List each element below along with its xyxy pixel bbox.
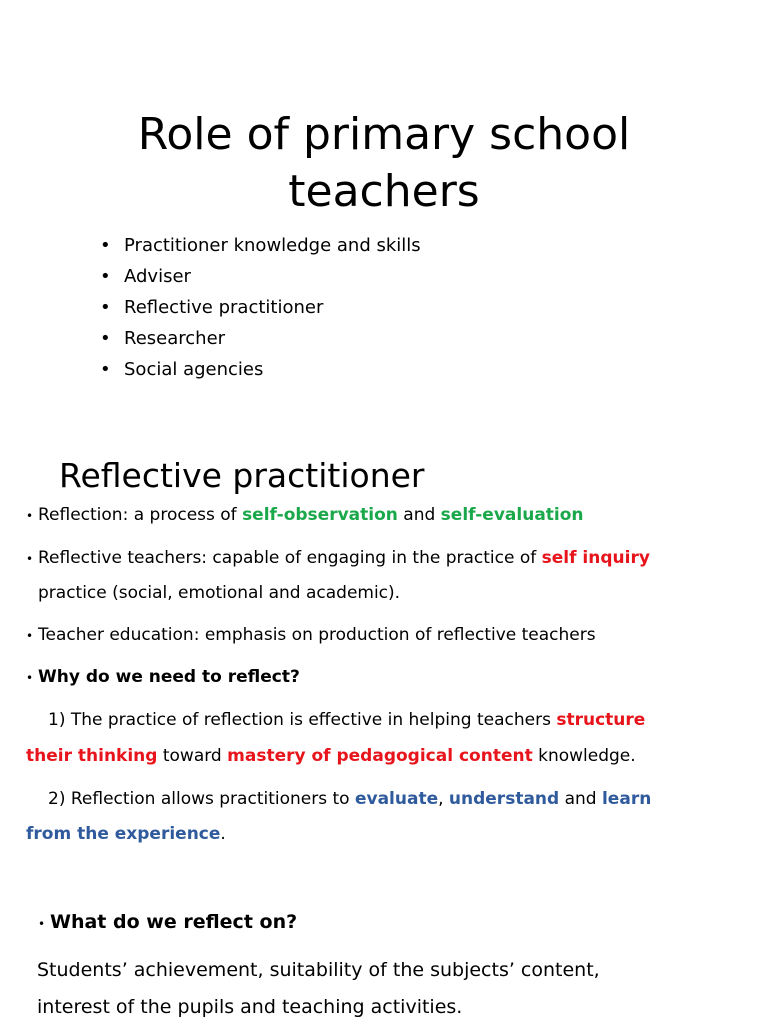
list-item [100,292,421,323]
highlight-self-evaluation: self-evaluation [440,505,584,525]
bullet-icon: • [100,297,111,318]
highlight-self-inquiry: self inquiry [541,548,650,568]
text-run: Reflection: a process of [38,505,243,525]
text-run: knowledge. [532,746,636,766]
bullet-icon: • [100,235,111,256]
highlight-understand: understand [448,789,560,809]
highlight-self-observation: self-observation [242,505,398,525]
paragraph-reflective-teachers [26,546,650,571]
bullet-icon: • [26,629,34,643]
text-run: and [559,789,602,809]
highlight-learn: learn [601,789,652,809]
slide1-title-line1: Role of primary school [137,109,631,160]
text-run: and [397,505,441,525]
paragraph-teacher-education [26,623,596,648]
slide1-bullet-list [100,230,421,385]
slide2-heading: Reflective practitioner [59,456,425,495]
text-run: Reflective teachers: capable of engaging in the practice of [38,548,542,568]
highlight-mastery: mastery of pedagogical content [227,746,533,766]
bullet-text: Reflective practitioner [124,297,324,318]
highlight-from-the-experience: from the experience [26,824,221,844]
bullet-icon: • [26,509,34,523]
bullet-icon: • [100,328,111,349]
bullet-icon: • [100,266,111,287]
paragraph-why-reflect [26,665,300,690]
paragraph-reason-1 [48,708,645,732]
text-run: toward [157,746,228,766]
text-run: What do we reflect on? [50,911,298,933]
list-item [100,323,421,354]
bullet-icon: • [100,359,111,380]
bullet-text: Researcher [124,328,226,349]
text-run: . [220,824,226,844]
highlight-structure: structure [556,710,646,730]
highlight-evaluate: evaluate [354,789,439,809]
bullet-icon: • [38,917,46,931]
bullet-text: Practitioner knowledge and skills [124,235,421,256]
paragraph-reason-1-cont [26,744,636,768]
paragraph-reason-2 [48,787,651,811]
bullet-text: Adviser [124,266,191,287]
paragraph-reflective-teachers-cont: practice (social, emotional and academic). [38,583,401,603]
bullet-text: Social agencies [124,359,264,380]
paragraph-reflect-topics-line1: Students’ achievement, suitability of the subjects’ content, [37,959,600,981]
highlight-their-thinking: their thinking [26,746,158,766]
paragraph-reason-2-cont [26,822,226,846]
list-item [100,230,421,261]
text-run: , [438,789,449,809]
paragraph-reflection-definition [26,503,584,528]
text-run: 2) Reflection allows practitioners to [48,789,355,809]
paragraph-what-reflect-on [38,908,297,938]
text-run: Teacher education: emphasis on production of reflective teachers [38,625,596,645]
paragraph-reflect-topics-line2: interest of the pupils and teaching activities. [37,996,463,1018]
bullet-icon: • [26,671,34,685]
text-run: 1) The practice of reflection is effective in helping teachers [48,710,557,730]
list-item [100,261,421,292]
slide1-title-line2: teachers [288,166,480,217]
bullet-icon: • [26,552,34,566]
text-run: Why do we need to reflect? [38,667,300,687]
list-item [100,354,421,385]
